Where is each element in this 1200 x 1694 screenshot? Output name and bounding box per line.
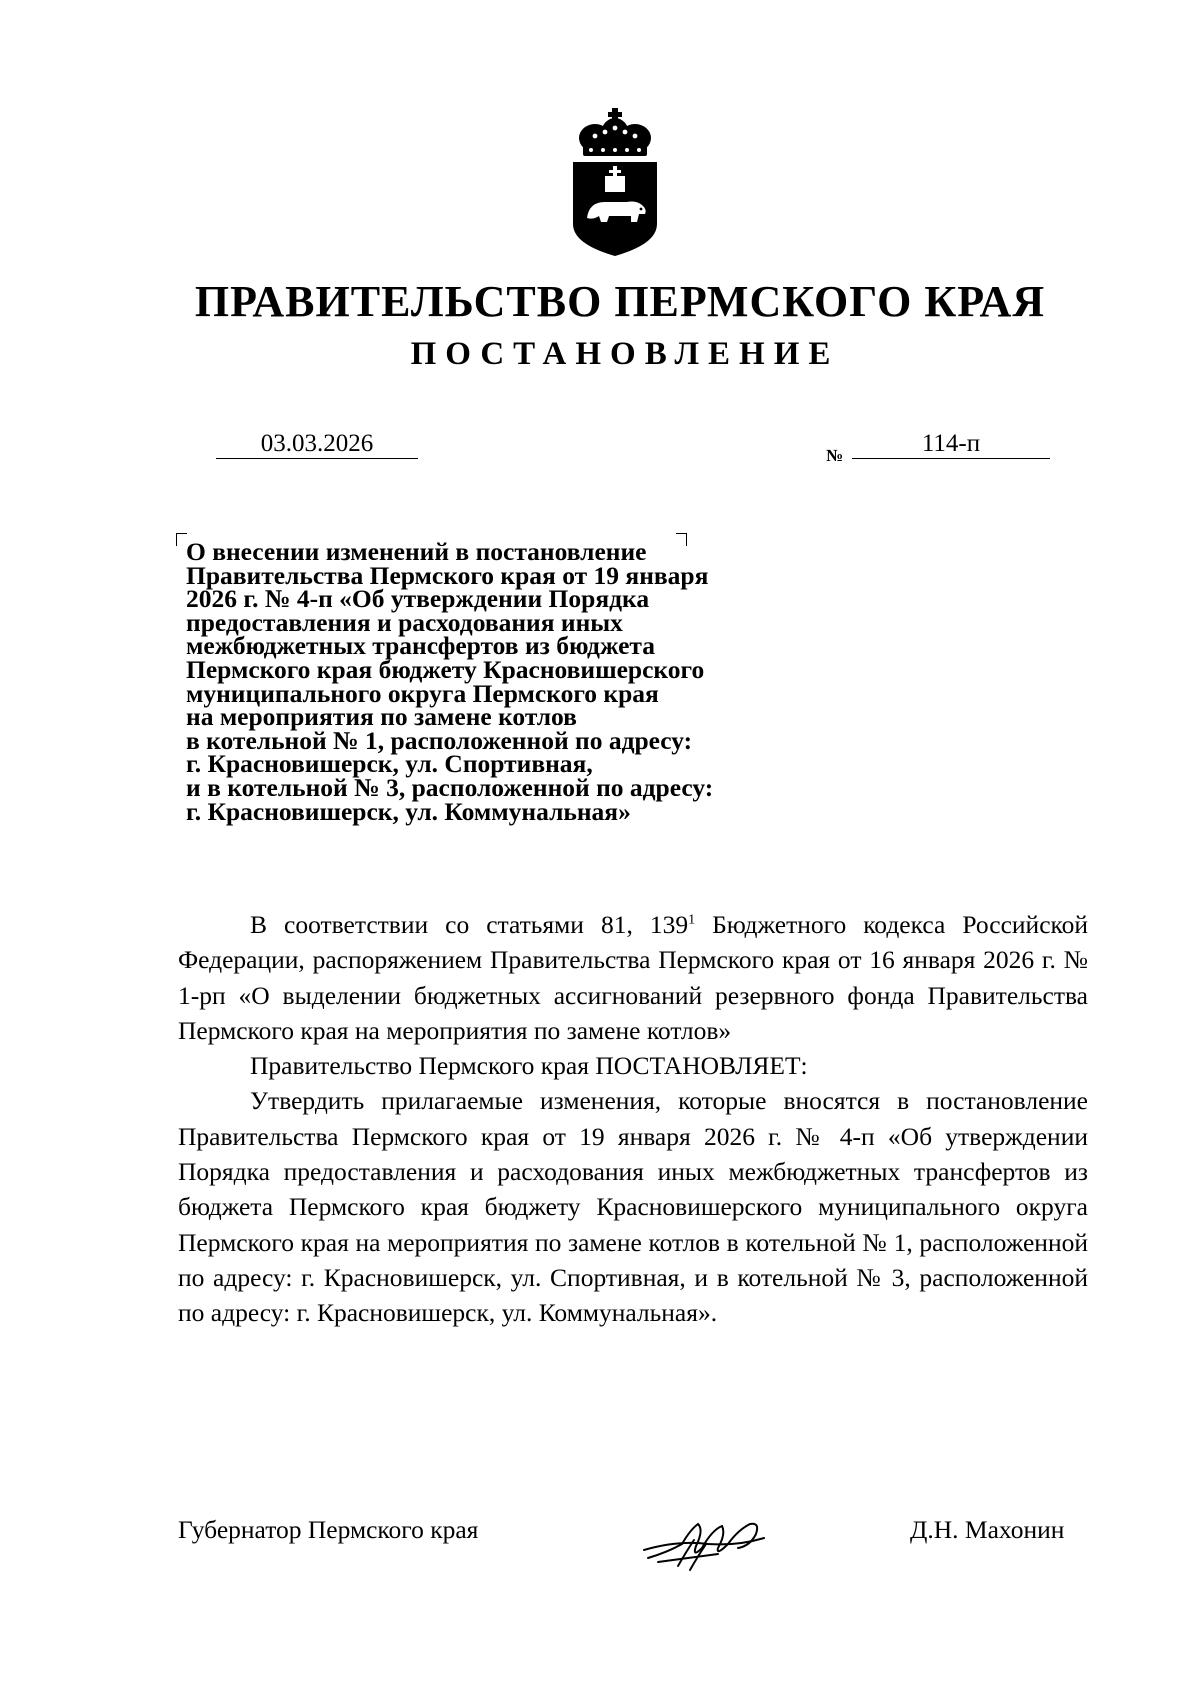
basis-text-end: Бюджетного кодекса Российской Федерации, распоряжением Правительства Пермского края от 16 января 2026 г. № 1-рп «О выделении бюджетных ассигнований резервного фонда Правительства Пермского края на мероприятия по замене котлов» bbox=[178, 910, 1088, 1045]
subject-line: муниципального округа Пермского края bbox=[186, 678, 659, 708]
signatory-position: Губернатор Пермского края bbox=[178, 1515, 479, 1544]
number-sign: № bbox=[826, 446, 844, 465]
organization-title: ПРАВИТЕЛЬСТВО ПЕРМСКОГО КРАЯ bbox=[194, 277, 1046, 326]
subject-line: г. Красновишерск, ул. Коммунальная» bbox=[186, 796, 631, 826]
subject-line: Правительства Пермского края от 19 января bbox=[186, 560, 709, 590]
subject-line: в котельной № 1, расположенной по адресу: bbox=[186, 725, 693, 755]
body-paragraph-approve: Утвердить прилагаемые изменения, которые вносятся в постановление Правительства Пермского края от 19 января 2026 г. № 4-п «Об утверждении Порядка предоставления и расходования иных межбюджетных трансфертов из бюджета Пермского края бюджету Красновишерского муниципального округа Пермского края на мероприятия по замене котлов в котельной № 1, расположенной по адресу: г. Красновишерск, ул. Спортивная, и в котельной № 3, расположенной по адресу: г. Красновишерск, ул. Коммунальная». bbox=[178, 1086, 1088, 1328]
body-paragraph-resolves: Правительство Пермского края ПОСТАНОВЛЯЕТ: bbox=[250, 1051, 808, 1081]
coat-of-arms-emblem bbox=[565, 106, 665, 258]
document-body bbox=[178, 907, 1088, 1331]
subject-line: на мероприятия по замене котлов bbox=[186, 702, 577, 732]
handwritten-signature bbox=[638, 1500, 778, 1580]
subject-line: предоставления и расходования иных bbox=[186, 607, 623, 637]
subject-line: О внесении изменений в постановление bbox=[186, 537, 647, 566]
basis-text-start: В соответствии со статьями 81, 139 bbox=[250, 910, 689, 939]
document-date: 03.03.2026 bbox=[216, 430, 418, 459]
subject-line: г. Красновишерск, ул. Спортивная, bbox=[186, 749, 593, 779]
subject-line: 2026 г. № 4-п «Об утверждении Порядка bbox=[186, 584, 650, 614]
subject-line: Пермского края бюджету Красновишерского bbox=[186, 654, 705, 684]
signatory-name: Д.Н. Махонин bbox=[910, 1515, 1065, 1544]
article-superscript: 1 bbox=[688, 912, 696, 928]
subject-line: межбюджетных трансфертов из бюджета bbox=[186, 631, 655, 661]
subject-line: и в котельной № 3, расположенной по адресу: bbox=[186, 772, 714, 802]
body-paragraph-basis bbox=[178, 907, 1088, 1048]
document-number: 114-п bbox=[852, 430, 1050, 459]
document-type-title: ПОСТАНОВЛЕНИЕ bbox=[410, 336, 840, 372]
document-subject bbox=[186, 537, 796, 826]
